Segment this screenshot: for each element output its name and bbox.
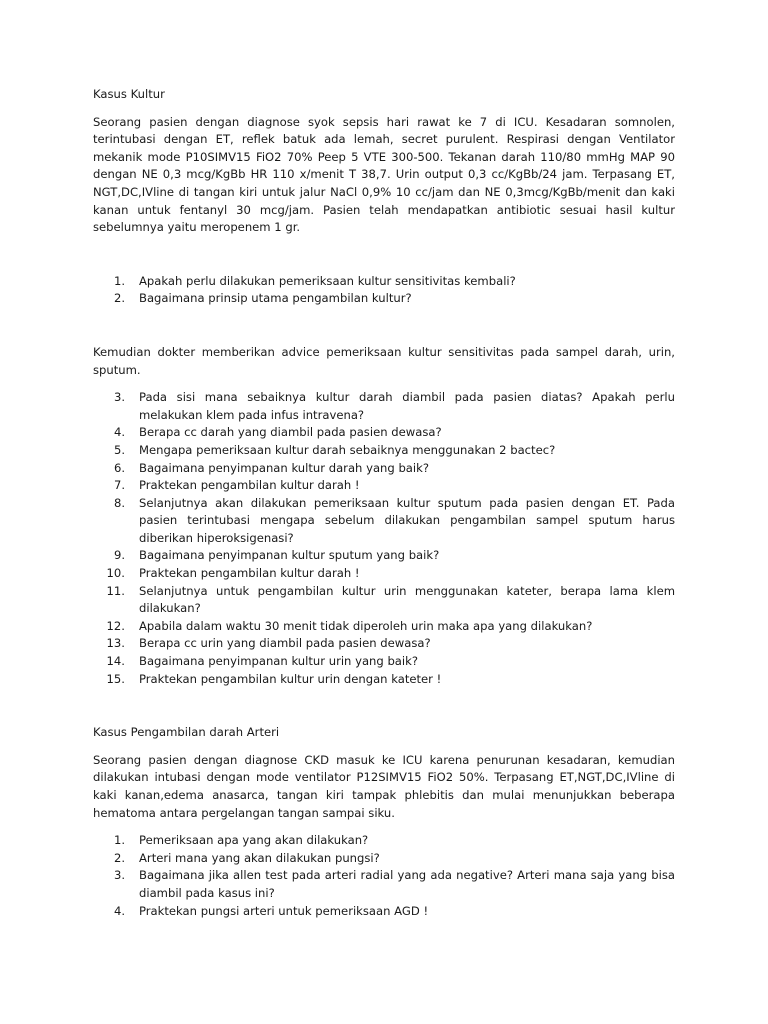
document-page <box>93 86 675 920</box>
question-item <box>93 850 675 868</box>
question-item <box>93 653 675 671</box>
question-text: Apabila dalam waktu 30 menit tidak diperoleh urin maka apa yang dilakukan? <box>139 618 593 633</box>
case1-question-list-continued <box>93 389 675 688</box>
question-number: 6. <box>113 460 125 475</box>
question-number: 10. <box>106 566 125 581</box>
question-number: 4. <box>113 903 125 918</box>
question-text: Praktekan pengambilan kultur urin dengan kateter ! <box>139 671 442 686</box>
question-number: 1. <box>113 273 125 288</box>
question-item <box>93 635 675 653</box>
question-item <box>93 583 675 618</box>
question-number: 1. <box>113 833 125 848</box>
question-text: Praktekan pungsi arteri untuk pemeriksaan AGD ! <box>139 903 429 918</box>
question-number: 3. <box>113 868 125 883</box>
question-text: Bagaimana penyimpanan kultur urin yang baik? <box>139 654 418 669</box>
question-item <box>93 495 675 548</box>
question-item <box>93 671 675 689</box>
question-text: Apakah perlu dilakukan pemeriksaan kultur sensitivitas kembali? <box>139 273 516 288</box>
question-number: 2. <box>113 850 125 865</box>
question-item <box>93 460 675 478</box>
case1-advice-paragraph: Kemudian dokter memberikan advice pemeriksaan kultur sensitivitas pada sampel darah, urin, sputum. <box>93 344 675 377</box>
question-item <box>93 867 675 902</box>
case1-title: Kasus Kultur <box>93 87 165 101</box>
question-text: Bagaimana jika allen test pada arteri radial yang ada negative? Arteri mana saja yang bisa diambil pada kasus ini? <box>139 868 675 900</box>
question-text: Praktekan pengambilan kultur darah ! <box>139 478 360 493</box>
question-item <box>93 832 675 850</box>
question-number: 14. <box>106 654 125 669</box>
question-item <box>93 273 675 291</box>
question-text: Mengapa pemeriksaan kultur darah sebaiknya menggunakan 2 bactec? <box>139 442 556 457</box>
question-text: Berapa cc darah yang diambil pada pasien dewasa? <box>139 425 442 440</box>
question-item <box>93 903 675 921</box>
question-number: 12. <box>106 618 125 633</box>
question-item <box>93 547 675 565</box>
question-text: Bagaimana prinsip utama pengambilan kultur? <box>139 291 412 306</box>
question-number: 8. <box>113 495 125 510</box>
question-number: 7. <box>113 478 125 493</box>
question-text: Pemeriksaan apa yang akan dilakukan? <box>139 833 369 848</box>
case2-paragraph: Seorang pasien dengan diagnose CKD masuk ke ICU karena penurunan kesadaran, kemudian dilakukan intubasi dengan mode ventilator P12SIMV15 FiO2 50%. Terpasang ET,NGT,DC,IVline di kaki kanan,edema anasarca, tangan kiri tampak phlebitis dan mulai menunjukkan beberapa hematoma antara pergelangan tangan sampai siku. <box>93 752 675 820</box>
question-text: Arteri mana yang akan dilakukan pungsi? <box>139 850 380 865</box>
question-item <box>93 424 675 442</box>
question-item <box>93 565 675 583</box>
question-number: 13. <box>106 636 125 651</box>
question-item <box>93 477 675 495</box>
case1-paragraph: Seorang pasien dengan diagnose syok sepsis hari rawat ke 7 di ICU. Kesadaran somnolen, terintubasi dengan ET, reflek batuk ada lemah, secret purulent. Respirasi dengan Ventilator mekanik mode P10SIMV15 FiO2 70% Peep 5 VTE 300-500. Tekanan darah 110/80 mmHg MAP 90 dengan NE 0,3 mcg/KgBb HR 110 x/menit T 38,7. Urin output 0,3 cc/KgBb/24 jam. Terpasang ET, NGT,DC,IVline di tangan kiri untuk jalur NaCl 0,9% 10 cc/jam dan NE 0,3mcg/KgBb/menit dan kaki kanan untuk fentanyl 30 mcg/jam. Pasien telah mendapatkan antibiotic sesuai hasil kultur sebelumnya yaitu meropenem 1 gr. <box>93 114 675 235</box>
question-item <box>93 442 675 460</box>
question-item <box>93 389 675 424</box>
question-number: 2. <box>113 291 125 306</box>
question-text: Bagaimana penyimpanan kultur darah yang baik? <box>139 460 429 475</box>
question-number: 15. <box>106 671 125 686</box>
question-text: Selanjutnya akan dilakukan pemeriksaan kultur sputum pada pasien dengan ET. Pada pasien terintubasi mengapa sebelum dilakukan pengambilan sampel sputum harus diberikan hiperoksigenasi? <box>139 495 675 545</box>
question-text: Berapa cc urin yang diambil pada pasien dewasa? <box>139 636 431 651</box>
question-number: 9. <box>113 548 125 563</box>
question-number: 3. <box>113 390 125 405</box>
case1-question-list <box>93 273 675 308</box>
case2-question-list <box>93 832 675 920</box>
question-number: 11. <box>106 583 125 598</box>
question-text: Praktekan pengambilan kultur darah ! <box>139 566 360 581</box>
question-text: Bagaimana penyimpanan kultur sputum yang baik? <box>139 548 440 563</box>
question-item <box>93 290 675 308</box>
case2-title: Kasus Pengambilan darah Arteri <box>93 725 280 740</box>
question-item <box>93 618 675 636</box>
question-number: 5. <box>113 442 125 457</box>
question-text: Selanjutnya untuk pengambilan kultur urin menggunakan kateter, berapa lama klem dilakukan? <box>139 583 675 616</box>
question-text: Pada sisi mana sebaiknya kultur darah diambil pada pasien diatas? Apakah perlu melakukan klem pada infus intravena? <box>139 390 675 422</box>
question-number: 4. <box>113 425 125 440</box>
